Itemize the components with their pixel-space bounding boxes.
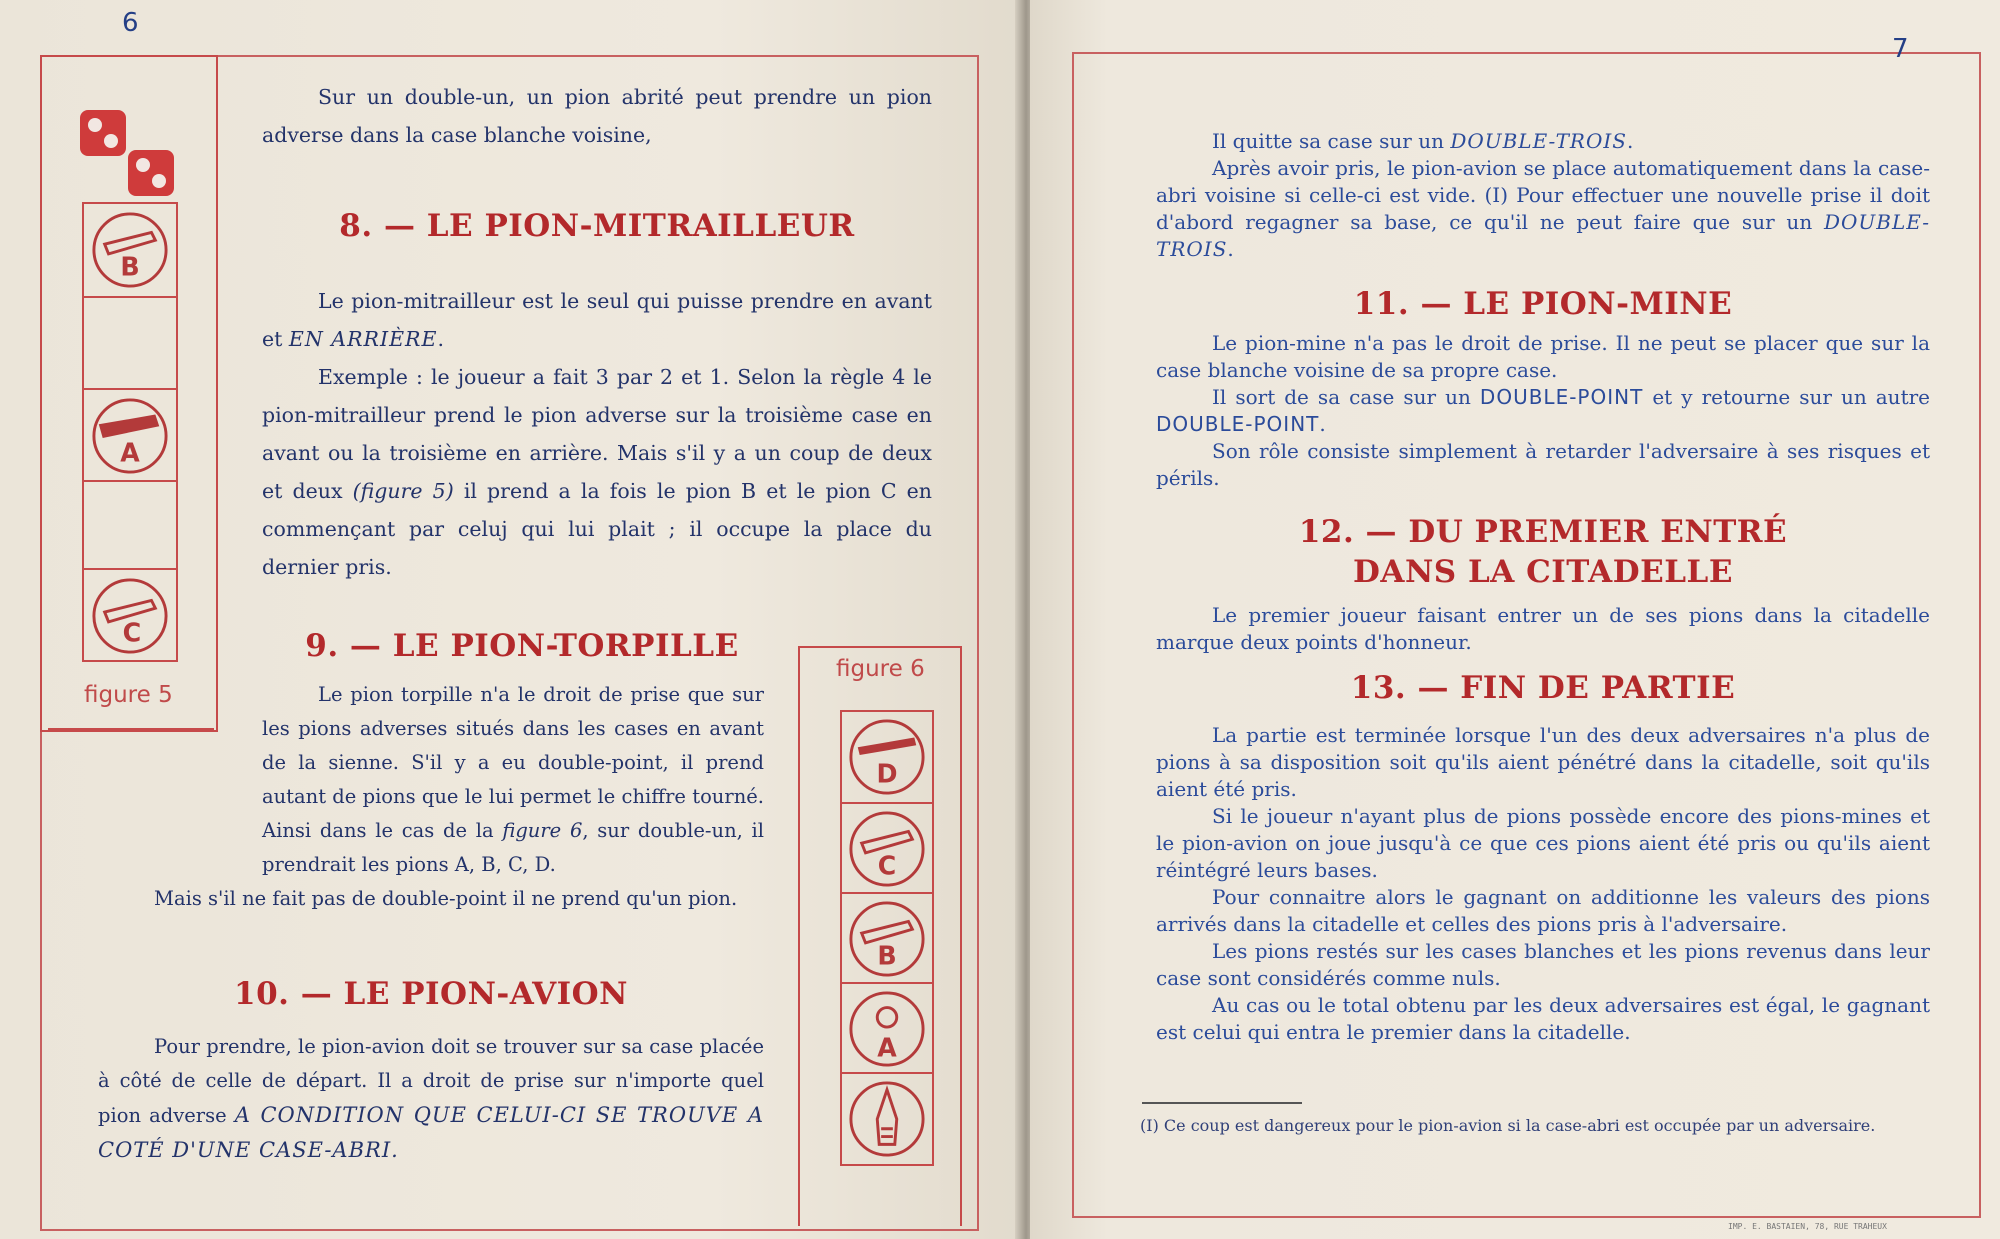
text-run: il prend a la fois le pion B et le pion C en commençant par celuj qui lui plait ; il occupe la place du dernier pris. xyxy=(262,479,932,579)
section-11-body xyxy=(1156,330,1930,492)
token-letter: A xyxy=(877,1032,897,1063)
figure6-cell xyxy=(842,892,932,984)
section-8-p1 xyxy=(262,282,932,358)
footnote-rule xyxy=(1142,1102,1302,1104)
section-11-p1: Le pion-mine n'a pas le droit de prise. Il ne peut se placer que sur la case blanche voisine de sa propre case. xyxy=(1156,331,1930,382)
section-8-title: 8. — LE PION-MITRAILLEUR xyxy=(339,208,855,244)
plane-token-icon xyxy=(848,900,926,978)
figure6-cell xyxy=(842,712,932,802)
section-12-body xyxy=(1156,602,1930,656)
text-run: . xyxy=(437,327,444,351)
figure5-cell xyxy=(84,568,176,662)
section-9-body xyxy=(98,678,764,916)
section-10-p3 xyxy=(1156,155,1930,263)
text-run: Il quitte sa case sur un xyxy=(1212,129,1451,153)
section-8-p2 xyxy=(262,358,932,586)
caps-run: DOUBLE-POINT xyxy=(1156,412,1320,436)
section-9-title: 9. — LE PION-TORPILLE xyxy=(305,628,739,664)
plane-token-icon xyxy=(91,211,169,289)
figure6-label: figure 6 xyxy=(836,656,925,682)
figure5-cell xyxy=(84,296,176,390)
section-13-p4: Les pions restés sur les cases blanches et les pions revenus dans leur case sont considérés comme nuls. xyxy=(1156,939,1930,990)
figure6-cell xyxy=(842,982,932,1074)
token-letter: C xyxy=(122,617,142,648)
figure5-cell xyxy=(84,204,176,296)
italic-run: DOUBLE-TROIS xyxy=(1450,129,1627,153)
text-run: Exemple : le joueur a fait 3 par 2 et 1. Selon la règle 4 le pion-mitrailleur prend le pion adverse sur la troisième case en avant ou la troisième en arrière. Mais s'il y a un coup de deux et deux xyxy=(262,365,932,503)
token-letter: D xyxy=(876,758,898,789)
section-13-p1: La partie est terminée lorsque l'un des deux adversaires n'a plus de pions à sa disposition soit qu'ils aient pénétré dans la citadelle, soit qu'ils aient été pris. xyxy=(1156,723,1930,801)
section-12-title-line2: DANS LA CITADELLE xyxy=(1353,554,1733,590)
figure5-column xyxy=(82,202,178,662)
italic-run: EN ARRIÈRE xyxy=(288,327,438,351)
figure6-column xyxy=(840,710,934,1166)
text-run: , sur double-un, il prendrait les pions A, B, C, D. xyxy=(262,819,765,876)
token-letter: C xyxy=(877,850,897,881)
section-13-p3: Pour connaitre alors le gagnant on additionne les valeurs des pions arrivés dans la citadelle et celles des pions pris à l'adversaire. xyxy=(1156,885,1930,936)
section-12-title-line1: 12. — DU PREMIER ENTRÉ xyxy=(1298,514,1788,550)
page-number: 7 xyxy=(1892,34,1909,64)
printer-imprint: IMP. E. BASTAIEN, 78, RUE TRAHEUX xyxy=(1728,1222,1887,1231)
section-10-p1 xyxy=(98,1030,764,1168)
page-number: 6 xyxy=(122,8,139,38)
section-13-p5: Au cas ou le total obtenu par les deux adversaires est égal, le gagnant est celui qui entra le premier dans la citadelle. xyxy=(1156,993,1930,1044)
text-run: . xyxy=(1319,412,1326,436)
text-run: Pour prendre, le pion-avion doit se trouver sur sa case placée à côté de celle de départ. Il a droit de prise sur n'importe quel pion adverse xyxy=(98,1035,764,1127)
text-run: Après avoir pris, le pion-avion se place automatiquement dans la case-abri voisine si celle-ci est vide. (I) Pour effectuer une nouvelle prise il doit d'abord regagner sa base, ce qu'il ne peut faire que sur un xyxy=(1156,156,1930,234)
italic-run: figure 6 xyxy=(502,819,583,842)
figure6-cell xyxy=(842,1072,932,1164)
caps-run: DOUBLE-POINT xyxy=(1479,385,1644,409)
plane-token-icon xyxy=(91,577,169,655)
cannon-token-icon xyxy=(91,397,169,475)
section-8-body xyxy=(262,282,932,586)
torpedo-token-icon xyxy=(848,718,926,796)
section-11-title: 11. — LE PION-MINE xyxy=(1353,286,1733,322)
sun-token-icon xyxy=(848,990,926,1068)
footnote: (I) Ce coup est dangereux pour le pion-avion si la case-abri est occupée par un adversaire. xyxy=(1140,1116,1876,1135)
text-run: et y retourne sur un autre xyxy=(1643,385,1930,409)
section-10-p2 xyxy=(1156,128,1930,155)
italic-run: DOUBLE-TROIS xyxy=(1156,210,1930,261)
section-10-title: 10. — LE PION-AVION xyxy=(234,976,628,1012)
section-13-body xyxy=(1156,722,1930,1046)
figure5-cell xyxy=(84,388,176,482)
section-10-continued xyxy=(1156,128,1930,263)
token-letter: A xyxy=(120,437,140,468)
figure6-cell xyxy=(842,802,932,894)
section-10-body xyxy=(98,1030,764,1168)
section-9-p1 xyxy=(262,678,764,882)
text-run: . xyxy=(1627,129,1634,153)
plane-token-icon xyxy=(848,810,926,888)
section-9-p2: Mais s'il ne fait pas de double-point il ne prend qu'un pion. xyxy=(154,887,738,910)
section-13-p2: Si le joueur n'ayant plus de pions possède encore des pions-mines et le pion-avion on joue jusqu'à ce que ces pions aient été pris ou qu'ils aient réintégré leurs bases. xyxy=(1156,804,1930,882)
section-13-title: 13. — FIN DE PARTIE xyxy=(1350,670,1736,706)
figure5-label: figure 5 xyxy=(84,682,173,708)
text-run: Le pion torpille n'a le droit de prise que sur les pions adverses situés dans les cases en avant de la sienne. S'il y a eu double-point, il prend autant de pions que le lui permet le chiffre tourné. Ainsi dans le cas de la xyxy=(262,683,764,842)
section-11-p3: Son rôle consiste simplement à retarder l'adversaire à ses risques et périls. xyxy=(1156,439,1930,490)
italic-run: (figure 5) xyxy=(352,479,454,503)
text-run: Le pion-mitrailleur est le seul qui puisse prendre en avant et xyxy=(262,289,932,351)
right-page xyxy=(1030,0,2000,1239)
rocket-token-icon xyxy=(848,1080,926,1158)
figure5-cell xyxy=(84,480,176,570)
section-11-p2 xyxy=(1156,384,1930,438)
token-letter: B xyxy=(120,251,140,282)
intro-paragraph xyxy=(262,78,932,154)
section-12-p1: Le premier joueur faisant entrer un de ses pions dans la citadelle marque deux points d'honneur. xyxy=(1156,603,1930,654)
text-run: Il sort de sa case sur un xyxy=(1212,385,1480,409)
italic-run: A CONDITION QUE CELUI-CI SE TROUVE A COTÉ D'UNE CASE-ABRI. xyxy=(98,1103,764,1162)
section-12-title xyxy=(1156,512,1930,592)
intro-text: Sur un double-un, un pion abrité peut prendre un pion adverse dans la case blanche voisine, xyxy=(262,85,932,147)
token-letter: B xyxy=(877,940,897,971)
text-run: . xyxy=(1227,237,1234,261)
